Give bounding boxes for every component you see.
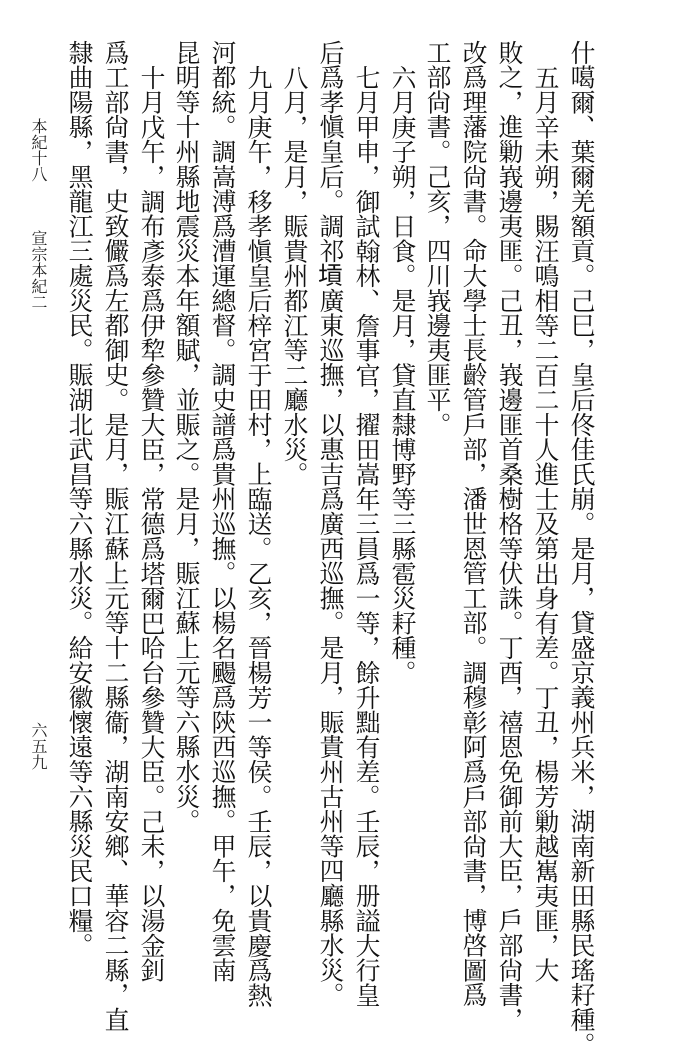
text-column-14: 爲工部尙書，史致儼爲左都御史。是月，賑江蘇上元等十二縣衞，湖南安鄉、華容二縣，直 xyxy=(101,40,130,1032)
text-column-6: 六月庚子朔，日食。是月，貸直隸博野等三縣雹災耔種。 xyxy=(388,65,417,685)
section-label: 宣宗本紀二 xyxy=(29,230,48,310)
text-column-10: 九月庚午，移孝愼皇后梓宮于田村，上臨送。乙亥，晉楊芳一等侯。壬辰，以貴慶爲熱 xyxy=(244,65,273,1008)
chapter-label: 本紀十八 xyxy=(29,118,48,182)
text-column-7: 七月甲申，御試翰林、詹事官，擢田嵩年三員爲一等，餘升黜有差。壬辰，册謚大行皇 xyxy=(352,65,381,1008)
text-column-8: 后爲孝愼皇后。調祁𡎴廣東巡撫，以惠吉爲廣西巡撫。是月，賑貴州古州等四廳縣水災。 xyxy=(316,40,345,1008)
text-column-1: 什噶爾、葉爾羌額貢。己巳，皇后佟佳氏崩。是月，貸盛京義州兵米，湖南新田縣民瑤耔種。 xyxy=(567,40,596,1057)
text-column-5: 工部尙書。己亥，四川峩邊夷匪平。 xyxy=(423,40,452,437)
text-column-2: 五月辛未朔，賜汪鳴相等二百二十人進士及第出身有差。丁丑，楊芳勦越嶲夷匪，大 xyxy=(531,65,560,983)
text-column-11: 河都統。調嵩溥爲漕運總督。調史譜爲貴州巡撫。以楊名颺爲陝西巡撫。甲午，免雲南 xyxy=(208,40,237,983)
text-column-9: 八月，是月，賑貴州都江等二廳水災。 xyxy=(280,65,309,487)
page-number: 六五九 xyxy=(29,722,48,770)
text-column-4: 改爲理藩院尙書。命大學士長齡管戶部，潘世恩管工部。調穆彰阿爲戶部尙書，博啓圖爲 xyxy=(459,40,488,1008)
text-column-12: 昆明等十州縣地震災本年額賦，並賑之。是月，賑江蘇上元等六縣水災。 xyxy=(172,40,201,834)
text-column-13: 十月戊午，調布彥泰爲伊犂參贊大臣，常德爲塔爾巴哈台參贊大臣。己未，以湯金釗 xyxy=(137,65,166,983)
text-column-3: 敗之，進勦峩邊夷匪。己丑，峩邊匪首桑樹格等伏誅。丁酉，禧恩免御前大臣，戶部尙書， xyxy=(495,40,524,1032)
text-column-15: 隸曲陽縣，黑龍江三處災民。賑湖北武昌等六縣水災。給安徽懷遠等六縣災民口糧。 xyxy=(65,40,94,958)
